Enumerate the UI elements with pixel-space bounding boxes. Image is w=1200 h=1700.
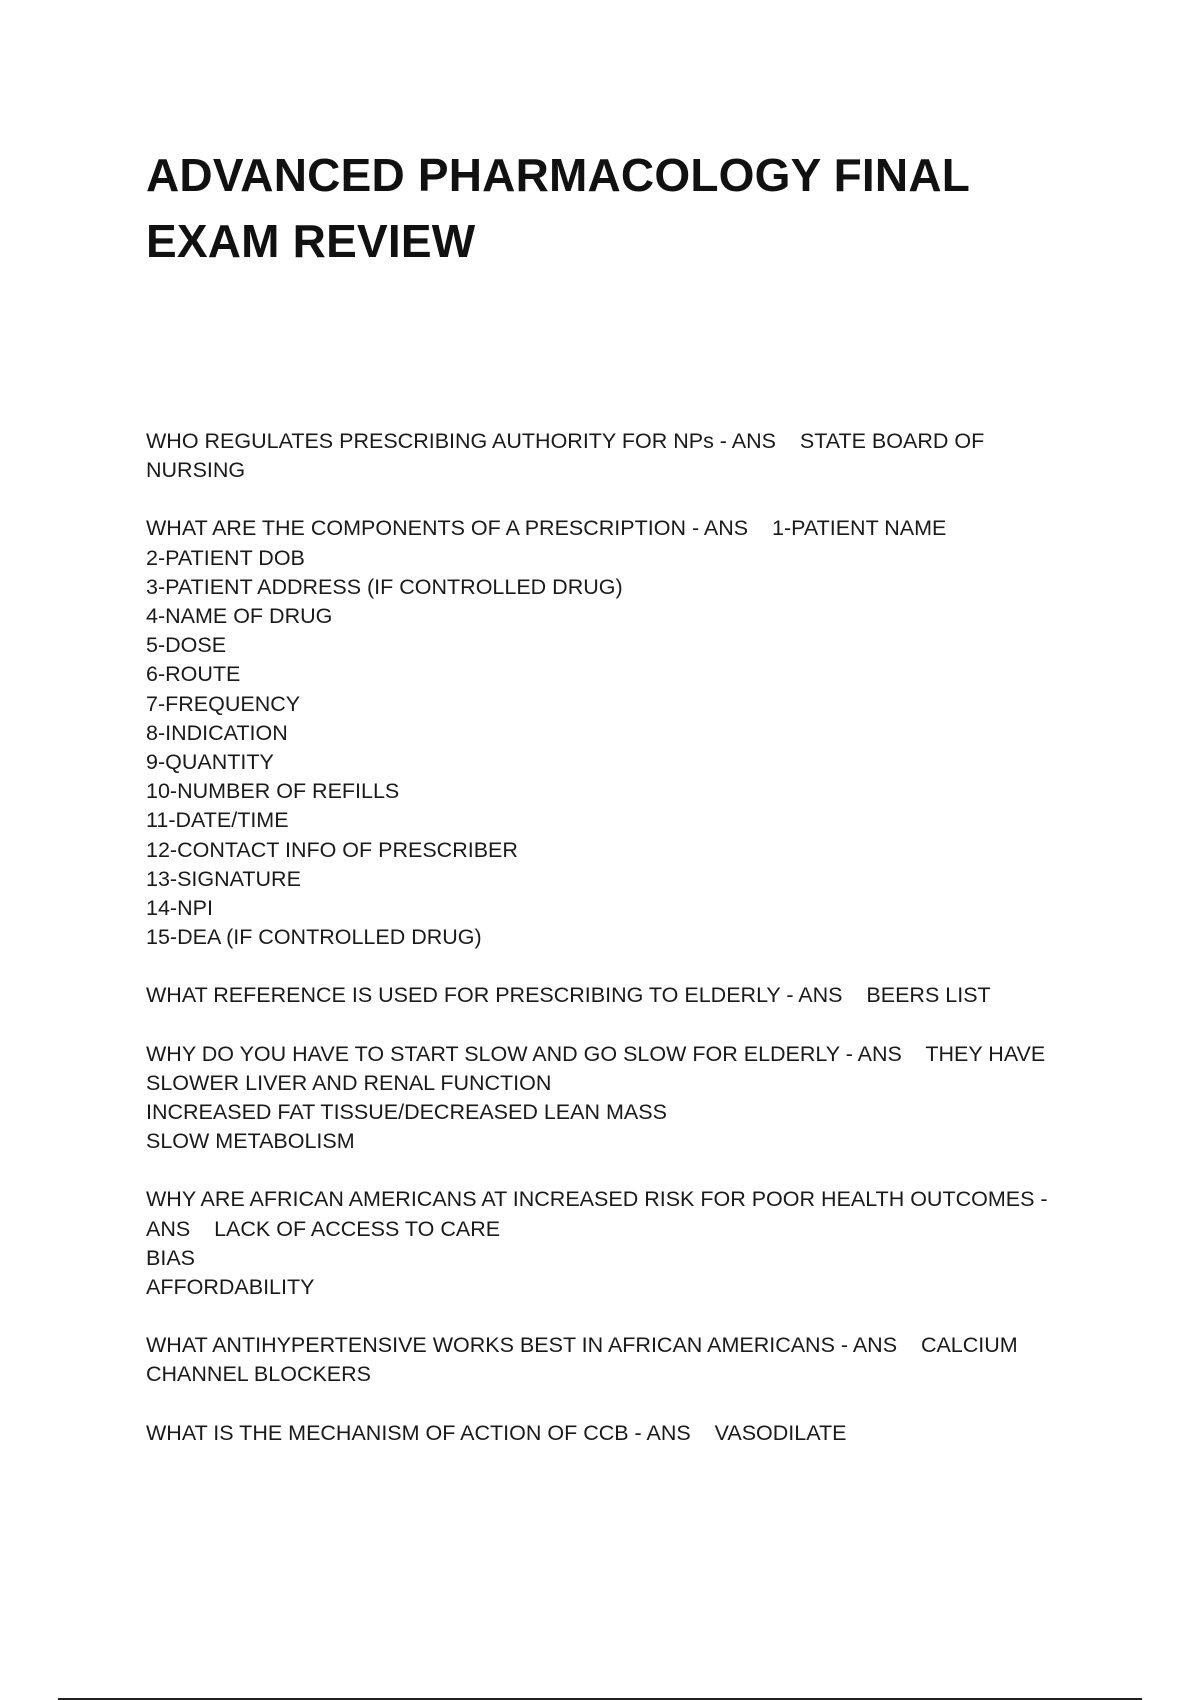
qa-text-line: WHAT ARE THE COMPONENTS OF A PRESCRIPTION - ANS 1-PATIENT NAME: [146, 516, 947, 541]
qa-text-line: 2-PATIENT DOB: [146, 545, 305, 570]
qa-text-line: 8-INDICATION: [146, 720, 288, 745]
qa-text-line: 15-DEA (IF CONTROLLED DRUG): [146, 925, 482, 950]
qa-text-line: WHAT IS THE MECHANISM OF ACTION OF CCB - ANS VASODILATE: [146, 1420, 847, 1445]
qa-item: [146, 514, 1106, 952]
qa-text-line: 3-PATIENT ADDRESS (IF CONTROLLED DRUG): [146, 574, 623, 599]
qa-list: [146, 427, 1106, 1477]
qa-item: [146, 1419, 1106, 1448]
qa-text-line: 5-DOSE: [146, 633, 227, 658]
qa-text-line: WHAT ANTIHYPERTENSIVE WORKS BEST IN AFRICAN AMERICANS - ANS CALCIUM: [146, 1333, 1018, 1358]
qa-item: [146, 427, 1106, 485]
qa-text-line: 11-DATE/TIME: [146, 808, 289, 833]
qa-item: [146, 981, 1106, 1010]
qa-item: [146, 1185, 1106, 1302]
qa-text-line: BIAS: [146, 1245, 195, 1270]
qa-text-line: 6-ROUTE: [146, 662, 241, 687]
qa-text-line: CHANNEL BLOCKERS: [146, 1362, 372, 1387]
qa-text-line: ANS LACK OF ACCESS TO CARE: [146, 1216, 501, 1241]
qa-text-line: AFFORDABILITY: [146, 1275, 315, 1300]
qa-text-line: SLOWER LIVER AND RENAL FUNCTION: [146, 1070, 552, 1095]
qa-text-line: 13-SIGNATURE: [146, 866, 301, 891]
qa-text-line: NURSING: [146, 458, 246, 483]
qa-text-line: WHO REGULATES PRESCRIBING AUTHORITY FOR NPs - ANS STATE BOARD OF: [146, 429, 985, 453]
qa-text-line: SLOW METABOLISM: [146, 1129, 355, 1154]
qa-text-line: 7-FREQUENCY: [146, 691, 301, 716]
qa-text-line: 4-NAME OF DRUG: [146, 604, 333, 629]
qa-text-line: 10-NUMBER OF REFILLS: [146, 779, 400, 804]
page-title: [146, 142, 1106, 274]
qa-text-line: 14-NPI: [146, 896, 213, 921]
qa-text-line: 9-QUANTITY: [146, 750, 274, 775]
qa-item: [146, 1040, 1106, 1157]
page-title-line: EXAM REVIEW: [146, 215, 476, 267]
page-title-line: ADVANCED PHARMACOLOGY FINAL: [146, 149, 971, 201]
qa-text-line: INCREASED FAT TISSUE/DECREASED LEAN MASS: [146, 1100, 667, 1125]
qa-item: [146, 1331, 1106, 1389]
qa-text-line: WHAT REFERENCE IS USED FOR PRESCRIBING TO ELDERLY - ANS BEERS LIST: [146, 983, 991, 1008]
qa-text-line: 12-CONTACT INFO OF PRESCRIBER: [146, 837, 518, 862]
qa-text-line: WHY ARE AFRICAN AMERICANS AT INCREASED RISK FOR POOR HEALTH OUTCOMES -: [146, 1187, 1048, 1212]
qa-text-line: WHY DO YOU HAVE TO START SLOW AND GO SLOW FOR ELDERLY - ANS THEY HAVE: [146, 1041, 1046, 1066]
